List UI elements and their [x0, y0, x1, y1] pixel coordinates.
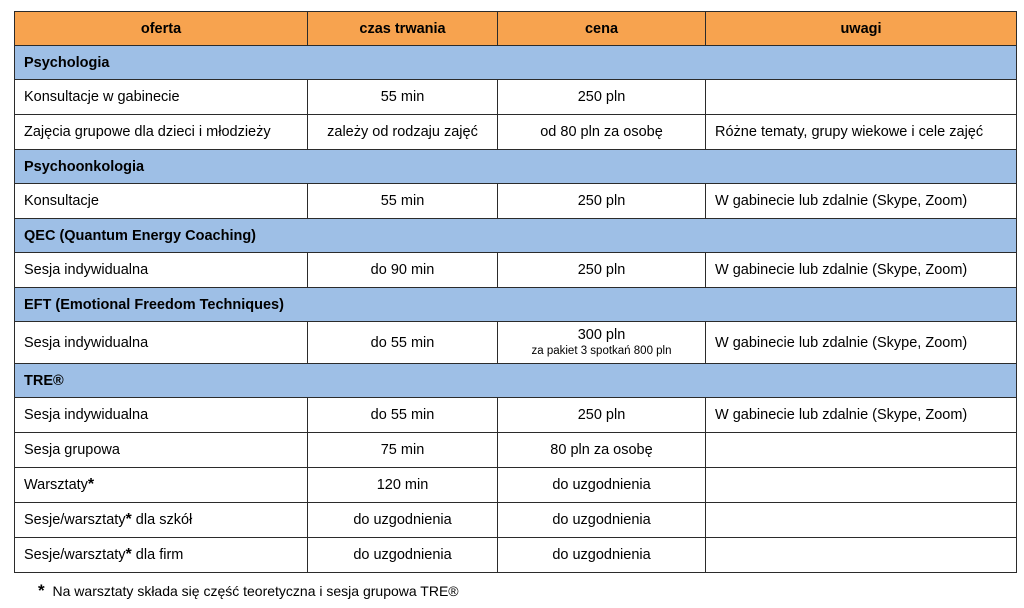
price-cell: do uzgodnienia — [498, 468, 706, 503]
offer-label: Sesje/warsztaty — [24, 512, 126, 528]
duration-cell: do uzgodnienia — [308, 503, 498, 538]
offer-cell — [15, 468, 308, 503]
header-notes: uwagi — [706, 12, 1017, 46]
section-row — [15, 364, 1017, 398]
offer-cell — [15, 538, 308, 573]
table-row — [15, 503, 1017, 538]
table-row — [15, 115, 1017, 150]
offer-cell — [15, 184, 308, 219]
duration-cell: 75 min — [308, 433, 498, 468]
notes-cell: Różne tematy, grupy wiekowe i cele zajęć — [706, 115, 1017, 150]
offer-label: Warsztaty — [24, 477, 88, 493]
price-cell: do uzgodnienia — [498, 538, 706, 573]
notes-cell — [706, 80, 1017, 115]
table-row — [15, 253, 1017, 288]
price-table — [14, 11, 1017, 573]
notes-cell — [706, 503, 1017, 538]
table-row — [15, 80, 1017, 115]
offer-label: Sesje/warsztaty — [24, 547, 126, 563]
section-row — [15, 150, 1017, 184]
notes-cell — [706, 433, 1017, 468]
table-header — [15, 12, 1017, 46]
table-row — [15, 322, 1017, 364]
table-row — [15, 468, 1017, 503]
price-package-note: za pakiet 3 spotkań 800 pln — [531, 345, 672, 357]
price-cell: od 80 pln za osobę — [498, 115, 706, 150]
offer-cell — [15, 503, 308, 538]
offer-cell — [15, 80, 308, 115]
table-body — [15, 46, 1017, 573]
offer-cell — [15, 115, 308, 150]
price-cell — [498, 322, 706, 364]
section-title: Psychologia — [15, 46, 1017, 80]
notes-cell: W gabinecie lub zdalnie (Skype, Zoom) — [706, 322, 1017, 364]
footnote — [38, 581, 459, 601]
duration-cell: do 55 min — [308, 398, 498, 433]
table-row — [15, 538, 1017, 573]
section-row — [15, 46, 1017, 80]
price-cell: do uzgodnienia — [498, 503, 706, 538]
header-row — [15, 12, 1017, 46]
notes-cell: W gabinecie lub zdalnie (Skype, Zoom) — [706, 253, 1017, 288]
table-row — [15, 433, 1017, 468]
offer-cell — [15, 253, 308, 288]
section-title: Psychoonkologia — [15, 150, 1017, 184]
section-title: EFT (Emotional Freedom Techniques) — [15, 288, 1017, 322]
duration-cell: 55 min — [308, 184, 498, 219]
duration-cell: do 90 min — [308, 253, 498, 288]
header-price: cena — [498, 12, 706, 46]
offer-label: Konsultacje w gabinecie — [24, 89, 180, 105]
offer-label: Sesja indywidualna — [24, 334, 149, 351]
offer-cell — [15, 433, 308, 468]
offer-label: Sesja grupowa — [24, 442, 120, 458]
price-cell: 250 pln — [498, 80, 706, 115]
duration-cell: 55 min — [308, 80, 498, 115]
offer-label: Konsultacje — [24, 193, 99, 209]
offer-label: Sesja indywidualna — [24, 407, 149, 423]
duration-cell: zależy od rodzaju zajęć — [308, 115, 498, 150]
offer-asterisk: * — [125, 511, 132, 528]
offer-cell — [15, 398, 308, 433]
offer-label: Zajęcia grupowe dla dzieci i młodzieży — [24, 124, 271, 140]
offer-label: Sesja indywidualna — [24, 262, 149, 278]
price-main: 300 pln — [577, 327, 626, 343]
notes-cell: W gabinecie lub zdalnie (Skype, Zoom) — [706, 184, 1017, 219]
price-cell: 250 pln — [498, 253, 706, 288]
offer-asterisk: * — [125, 546, 132, 563]
notes-cell — [706, 468, 1017, 503]
offer-asterisk: * — [87, 476, 95, 493]
section-row — [15, 219, 1017, 253]
table-row — [15, 184, 1017, 219]
price-cell: 80 pln za osobę — [498, 433, 706, 468]
offer-suffix: dla szkół — [131, 512, 193, 528]
offer-cell — [15, 322, 308, 364]
price-cell: 250 pln — [498, 398, 706, 433]
section-title: QEC (Quantum Energy Coaching) — [15, 219, 1017, 253]
duration-cell: 120 min — [308, 468, 498, 503]
duration-cell: do uzgodnienia — [308, 538, 498, 573]
price-cell: 250 pln — [498, 184, 706, 219]
footnote-text: Na warsztaty składa się część teoretyczna i sesja grupowa TRE® — [52, 583, 459, 599]
notes-cell — [706, 538, 1017, 573]
footnote-asterisk: * — [38, 581, 45, 600]
table-row — [15, 398, 1017, 433]
header-offer: oferta — [15, 12, 308, 46]
header-duration: czas trwania — [308, 12, 498, 46]
section-title: TRE® — [15, 364, 1017, 398]
notes-cell: W gabinecie lub zdalnie (Skype, Zoom) — [706, 398, 1017, 433]
section-row — [15, 288, 1017, 322]
offer-suffix: dla firm — [131, 547, 184, 563]
duration-cell: do 55 min — [308, 322, 498, 364]
